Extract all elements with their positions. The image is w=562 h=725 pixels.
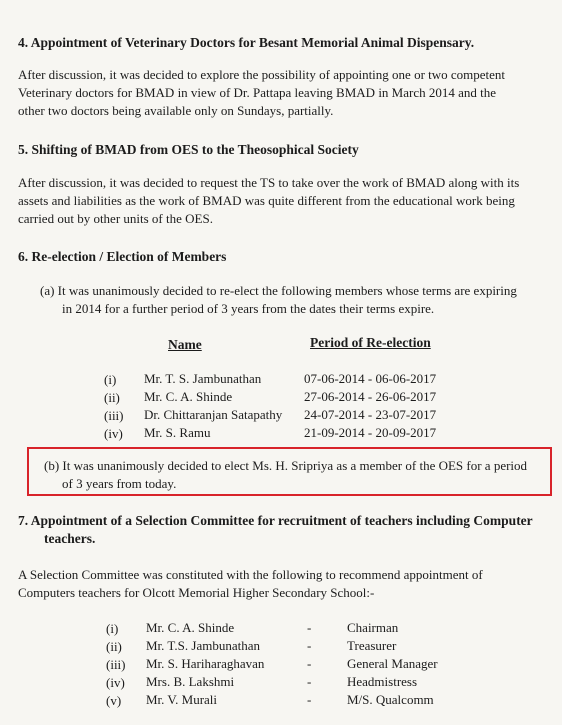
committee-row-role: General Manager: [347, 656, 438, 671]
committee-row-dash: -: [307, 638, 312, 653]
section-4-line-1: After discussion, it was decided to explore the possibility of appointing one or two competent: [18, 67, 506, 82]
section-4-heading: 4. Appointment of Veterinary Doctors for Besant Memorial Animal Dispensary.: [18, 35, 475, 50]
section-6b-line-1: (b) It was unanimously decided to elect Ms. H. Sripriya as a member of the OES for a period: [44, 458, 528, 473]
section-7-heading-line-1: 7. Appointment of a Selection Committee for recruitment of teachers including Computer: [18, 513, 533, 528]
reelection-row-num: (ii): [104, 390, 120, 405]
section-4-line-3: other two doctors being available only on Sundays, partially.: [18, 103, 334, 118]
committee-row-num: (i): [106, 621, 119, 636]
section-6b-line-2: of 3 years from today.: [62, 476, 177, 491]
committee-row-num: (iii): [106, 657, 126, 672]
committee-row-num: (v): [106, 693, 122, 708]
committee-row-num: (iv): [106, 675, 125, 690]
reelection-row-period: 27-06-2014 - 26-06-2017: [304, 389, 437, 404]
table-header-period: Period of Re-election: [310, 335, 431, 350]
committee-row-dash: -: [307, 674, 312, 689]
reelection-row-name: Mr. T. S. Jambunathan: [144, 371, 262, 386]
section-7-line-2: Computers teachers for Olcott Memorial Higher Secondary School:-: [18, 585, 375, 600]
section-7-heading-line-2: teachers.: [44, 531, 96, 546]
committee-row-role: Headmistress: [347, 674, 418, 689]
section-6-heading: 6. Re-election / Election of Members: [18, 249, 227, 264]
committee-row-role: Chairman: [347, 620, 399, 635]
section-5-heading: 5. Shifting of BMAD from OES to the Theosophical Society: [18, 142, 359, 157]
reelection-row-period: 07-06-2014 - 06-06-2017: [304, 371, 437, 386]
section-7-line-1: A Selection Committee was constituted with the following to recommend appointment of: [18, 567, 483, 582]
reelection-row-name: Dr. Chittaranjan Satapathy: [144, 407, 283, 422]
committee-row-role: Treasurer: [347, 638, 397, 653]
committee-row-name: Mr. T.S. Jambunathan: [146, 638, 260, 653]
section-6a-line-2: in 2014 for a further period of 3 years from the dates their terms expire.: [62, 301, 435, 316]
reelection-row-num: (iii): [104, 408, 124, 423]
committee-row-dash: -: [307, 620, 312, 635]
committee-row-name: Mr. C. A. Shinde: [146, 620, 235, 635]
committee-row-name: Mrs. B. Lakshmi: [146, 674, 235, 689]
section-4-line-2: Veterinary doctors for BMAD in view of Dr. Pattapa leaving BMAD in March 2014 and the: [18, 85, 497, 100]
reelection-row-period: 21-09-2014 - 20-09-2017: [304, 425, 437, 440]
committee-row-name: Mr. S. Hariharaghavan: [146, 656, 265, 671]
table-header-name: Name: [168, 337, 202, 352]
reelection-row-name: Mr. S. Ramu: [144, 425, 211, 440]
committee-row-num: (ii): [106, 639, 122, 654]
reelection-row-num: (i): [104, 372, 117, 387]
section-5-line-1: After discussion, it was decided to request the TS to take over the work of BMAD along with its: [18, 175, 520, 190]
committee-row-role: M/S. Qualcomm: [347, 692, 434, 707]
reelection-row-name: Mr. C. A. Shinde: [144, 389, 233, 404]
committee-row-dash: -: [307, 692, 312, 707]
committee-row-dash: -: [307, 656, 312, 671]
section-5-line-3: carried out by other units of the OES.: [18, 211, 213, 226]
reelection-row-num: (iv): [104, 426, 123, 441]
section-5-line-2: assets and liabilities as the work of BMAD was quite different from the educational work being: [18, 193, 515, 208]
reelection-row-period: 24-07-2014 - 23-07-2017: [304, 407, 437, 422]
section-6a-line-1: (a) It was unanimously decided to re-elect the following members whose terms are expiring: [40, 283, 517, 298]
committee-row-name: Mr. V. Murali: [146, 692, 218, 707]
